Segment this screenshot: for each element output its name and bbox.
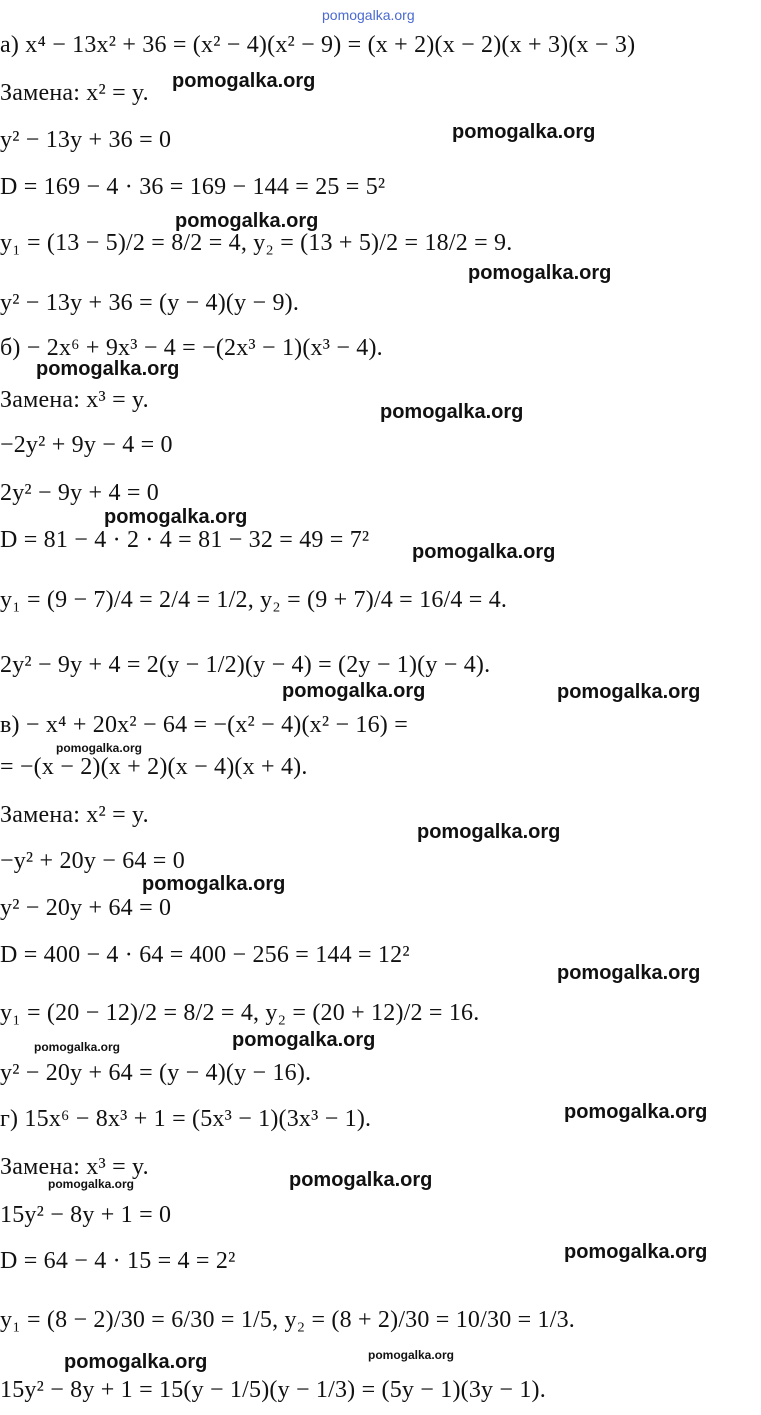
watermark: pomogalka.org (412, 541, 556, 563)
line-b-factorization: б) − 2x⁶ + 9x³ − 4 = −(2x³ − 1)(x³ − 4). (0, 335, 383, 361)
line-d-substitution: Замена: x³ = y. (0, 1154, 149, 1180)
line-d-factorization: г) 15x⁶ − 8x³ + 1 = (5x³ − 1)(3x³ − 1). (0, 1106, 372, 1132)
watermark: pomogalka.org (36, 358, 180, 380)
line-a-roots: y₁ = (13 − 5)/2 = 8/2 = 4, y₂ = (13 + 5)/2 = 18/2 = 9. (0, 230, 513, 256)
watermark: pomogalka.org (557, 681, 701, 703)
line-a-substitution: Замена: x² = y. (0, 80, 149, 106)
line-a-discriminant: D = 169 − 4 · 36 = 169 − 144 = 25 = 5² (0, 174, 386, 200)
line-c-factorization: в) − x⁴ + 20x² − 64 = −(x² − 4)(x² − 16) = (0, 712, 408, 738)
line-c-quadratic: −y² + 20y − 64 = 0 (0, 848, 185, 874)
line-b-roots: y₁ = (9 − 7)/4 = 2/4 = 1/2, y₂ = (9 + 7)/4 = 16/4 = 4. (0, 587, 508, 613)
watermark: pomogalka.org (468, 262, 612, 284)
line-b-quadratic-normalized: 2y² − 9y + 4 = 0 (0, 480, 160, 506)
watermark: pomogalka.org (34, 1040, 121, 1054)
line-c-roots: y₁ = (20 − 12)/2 = 8/2 = 4, y₂ = (20 + 12)/2 = 16. (0, 1000, 480, 1026)
line-d-quadratic: 15y² − 8y + 1 = 0 (0, 1202, 172, 1228)
watermark: pomogalka.org (172, 70, 316, 92)
line-b-substitution: Замена: x³ = y. (0, 387, 149, 413)
line-d-result: 15y² − 8y + 1 = 15(y − 1/5)(y − 1/3) = (5y − 1)(3y − 1). (0, 1377, 546, 1403)
watermark: pomogalka.org (142, 873, 286, 895)
watermark: pomogalka.org (104, 506, 248, 528)
watermark: pomogalka.org (48, 1177, 135, 1191)
line-c-factorization-cont: = −(x − 2)(x + 2)(x − 4)(x + 4). (0, 754, 308, 780)
site-header-watermark[interactable]: pomogalka.org (322, 7, 415, 23)
line-b-discriminant: D = 81 − 4 · 2 · 4 = 81 − 32 = 49 = 7² (0, 527, 370, 553)
line-b-result: 2y² − 9y + 4 = 2(y − 1/2)(y − 4) = (2y − 1)(y − 4). (0, 652, 491, 678)
watermark: pomogalka.org (452, 121, 596, 143)
line-a-result: y² − 13y + 36 = (y − 4)(y − 9). (0, 290, 300, 316)
watermark: pomogalka.org (64, 1351, 208, 1373)
line-a-quadratic: y² − 13y + 36 = 0 (0, 127, 172, 153)
watermark: pomogalka.org (56, 741, 143, 755)
watermark: pomogalka.org (557, 962, 701, 984)
line-c-discriminant: D = 400 − 4 · 64 = 400 − 256 = 144 = 12² (0, 942, 410, 968)
line-d-discriminant: D = 64 − 4 · 15 = 4 = 2² (0, 1248, 236, 1274)
watermark: pomogalka.org (282, 680, 426, 702)
watermark: pomogalka.org (417, 821, 561, 843)
watermark: pomogalka.org (564, 1101, 708, 1123)
line-b-quadratic: −2y² + 9y − 4 = 0 (0, 432, 173, 458)
line-c-substitution: Замена: x² = y. (0, 802, 149, 828)
watermark: pomogalka.org (564, 1241, 708, 1263)
line-c-quadratic-normalized: y² − 20y + 64 = 0 (0, 895, 172, 921)
watermark: pomogalka.org (380, 401, 524, 423)
line-d-roots: y₁ = (8 − 2)/30 = 6/30 = 1/5, y₂ = (8 + 2)/30 = 10/30 = 1/3. (0, 1307, 575, 1333)
watermark: pomogalka.org (289, 1169, 433, 1191)
watermark: pomogalka.org (368, 1348, 455, 1362)
watermark: pomogalka.org (232, 1029, 376, 1051)
watermark: pomogalka.org (175, 210, 319, 232)
line-a-factorization: а) x⁴ − 13x² + 36 = (x² − 4)(x² − 9) = (x + 2)(x − 2)(x + 3)(x − 3) (0, 32, 636, 58)
line-c-result: y² − 20y + 64 = (y − 4)(y − 16). (0, 1060, 312, 1086)
